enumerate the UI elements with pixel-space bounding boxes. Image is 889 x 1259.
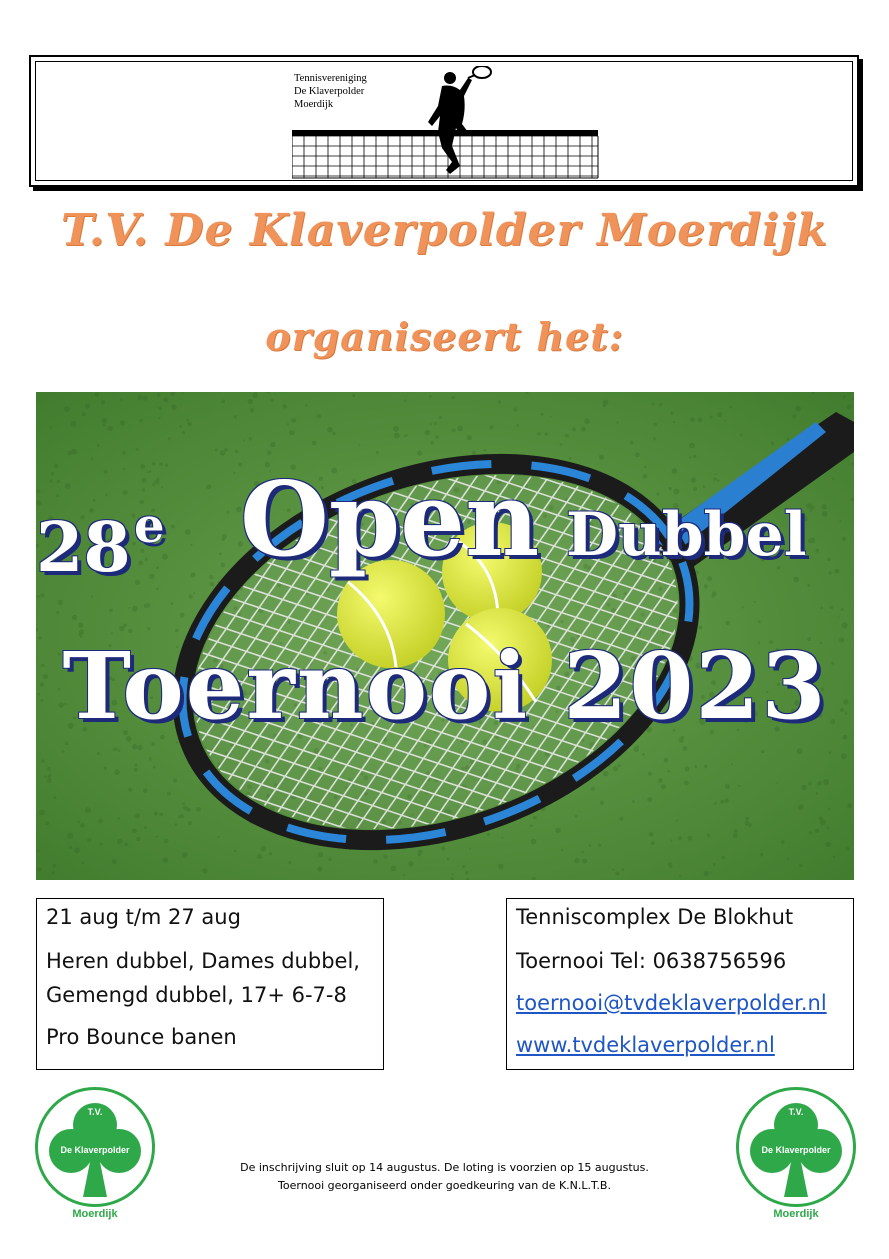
tournament-dates: 21 aug t/m 27 aug — [46, 905, 241, 929]
logo-tv-text: T.V. — [788, 1107, 804, 1117]
club-line-1: Tennisvereniging — [294, 73, 367, 84]
logo-town-text: Moerdijk — [773, 1208, 819, 1220]
website-link[interactable]: www.tvdeklaverpolder.nl — [516, 1033, 775, 1057]
categories-line-2: Gemengd dubbel, 17+ 6-7-8 — [46, 983, 347, 1007]
hero-number: 28 — [36, 508, 131, 588]
logo-town-text: Moerdijk — [72, 1208, 118, 1220]
logo-name-text: De Klaverpolder — [761, 1145, 831, 1155]
venue-name: Tenniscomplex De Blokhut — [516, 905, 794, 929]
hero-word-dubbel: Dubbel — [566, 500, 807, 570]
tournament-details-box — [36, 898, 384, 1070]
club-logo-left — [35, 1087, 155, 1222]
header-banner — [29, 55, 859, 187]
hero-image — [36, 392, 854, 880]
categories-line-1: Heren dubbel, Dames dubbel, — [46, 949, 360, 973]
club-line-2: De Klaverpolder — [294, 86, 365, 97]
hero-superscript: e — [134, 498, 165, 554]
page-subtitle: organiseert het: — [265, 314, 624, 359]
club-line-3: Moerdijk — [294, 99, 334, 110]
club-name-block — [294, 72, 367, 111]
footer-notes — [0, 1159, 889, 1195]
logo-tv-text: T.V. — [87, 1107, 103, 1117]
hero-title-line-2: Toernooi 2023 — [62, 632, 828, 740]
header-inner-border — [35, 61, 853, 181]
hero-word-open: Open — [240, 460, 540, 580]
page-title: T.V. De Klaverpolder Moerdijk — [60, 205, 829, 256]
logo-name-text: De Klaverpolder — [60, 1145, 130, 1155]
footer-line-2: Toernooi georganiseerd onder goedkeuring van de K.N.L.T.B. — [278, 1179, 611, 1192]
club-logo-right — [736, 1087, 856, 1222]
email-link[interactable]: toernooi@tvdeklaverpolder.nl — [516, 991, 827, 1015]
tournament-phone: Toernooi Tel: 0638756596 — [516, 949, 787, 973]
court-surface: Pro Bounce banen — [46, 1025, 237, 1049]
footer-line-1: De inschrijving sluit op 14 augustus. De loting is voorzien op 15 augustus. — [240, 1161, 649, 1174]
contact-details-box — [506, 898, 854, 1070]
